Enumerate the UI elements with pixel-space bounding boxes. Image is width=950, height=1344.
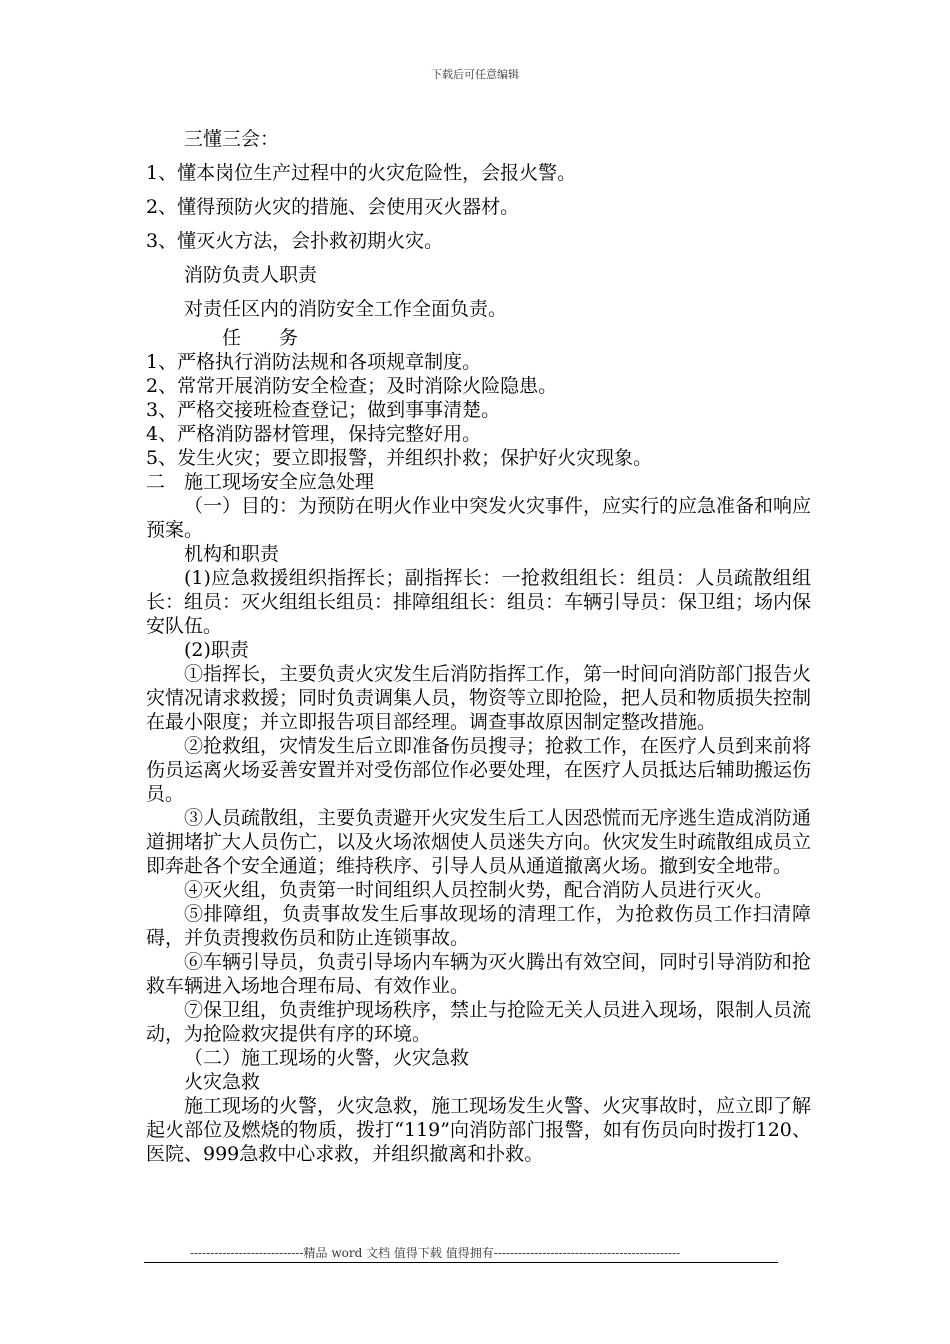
subheading: 机构和职责 — [184, 543, 280, 565]
section-heading: （二）施工现场的火警，火灾急救 — [184, 1047, 470, 1069]
paragraph: 施工现场的火警，火灾急救，施工现场发生火警、火灾事故时，应立即了解起火部位及燃烧的物质，拨打“119”向消防部门报警，如有伤员向时拨打120、医院、999急救中心求救，并组织撤离和扑救。 — [146, 1095, 812, 1165]
paragraph: 对责任区内的消防安全工作全面负责。 — [184, 298, 508, 320]
paragraph: ⑦保卫组，负责维护现场秩序，禁止与抢险无关人员进入现场，限制人员流动，为抢险救灾提供有序的环境。 — [146, 999, 812, 1045]
heading-tasks: 任 务 — [222, 327, 299, 349]
footer-rule — [144, 1262, 778, 1263]
section-heading: 二 施工现场安全应急处理 — [146, 471, 375, 493]
paragraph: ⑥车辆引导员，负责引导场内车辆为灭火腾出有效空间，同时引导消防和抢救车辆进入场地合理布局、有效作业。 — [146, 951, 812, 997]
subheading: (2)职责 — [184, 639, 249, 661]
heading-three-knows: 三懂三会： — [184, 128, 280, 150]
list-item: 3、懂灭火方法，会扑救初期火灾。 — [146, 230, 444, 252]
list-item: 2、懂得预防火灾的措施、会使用灭火器材。 — [146, 196, 520, 218]
list-item: 3、严格交接班检查登记；做到事事清楚。 — [146, 399, 501, 421]
document-body — [146, 122, 811, 1166]
section-three-knows — [146, 122, 811, 326]
paragraph: ②抢救组，灾情发生后立即准备伤员搜寻；抢救工作，在医疗人员到来前将伤员运离火场妥善安置并对受伤部位作必要处理，在医疗人员抵达后辅助搬运伤员。 — [146, 735, 812, 805]
list-item: 2、常常开展消防安全检查；及时消除火险隐患。 — [146, 375, 558, 397]
subheading: 火灾急救 — [184, 1071, 261, 1093]
page-footer: ----------------------------精品 word 文档 值得下载 值得拥有---------------------------------------------- — [190, 1246, 681, 1260]
paragraph: (1)应急救援组织指挥长；副指挥长：一抢救组组长：组员：人员疏散组组长：组员：灭火组组长组员：排障组组长：组员：车辆引导员：保卫组；场内保安队伍。 — [146, 567, 812, 637]
paragraph: ④灭火组，负责第一时间组织人员控制火势，配合消防人员进行灭火。 — [184, 879, 774, 901]
list-item: 4、严格消防器材管理，保持完整好用。 — [146, 423, 482, 445]
heading-fire-officer: 消防负责人职责 — [184, 264, 318, 286]
list-item: 1、严格执行消防法规和各项规章制度。 — [146, 351, 482, 373]
page-header: 下载后可任意编辑 — [431, 68, 519, 81]
paragraph: （一）目的：为预防在明火作业中突发火灾事件，应实行的应急准备和响应预案。 — [146, 495, 812, 541]
paragraph: ⑤排障组，负责事故发生后事故现场的清理工作，为抢救伤员工作扫清障碍，并负责搜救伤员和防止连锁事故。 — [146, 903, 811, 949]
paragraph: ①指挥长，主要负责火灾发生后消防指挥工作，第一时间向消防部门报告火灾情况请求救援；同时负责调集人员，物资等立即抢险，把人员和物质损失控制在最小限度；并立即报告项目部经理。调查事故原因制定整改措施。 — [146, 663, 812, 733]
section-tasks — [146, 326, 811, 1166]
list-item: 5、发生火灾；要立即报警，并组织扑救；保护好火灾现象。 — [146, 447, 653, 469]
paragraph: ③人员疏散组，主要负责避开火灾发生后工人因恐慌而无序逃生造成消防通道拥堵扩大人员伤亡，以及火场浓烟使人员迷失方向。伙灾发生时疏散组成员立即奔赴各个安全通道；维持秩序、引导人员从通道撤离火场。撤到安全地带。 — [146, 807, 812, 877]
list-item: 1、懂本岗位生产过程中的火灾危险性，会报火警。 — [146, 162, 577, 184]
